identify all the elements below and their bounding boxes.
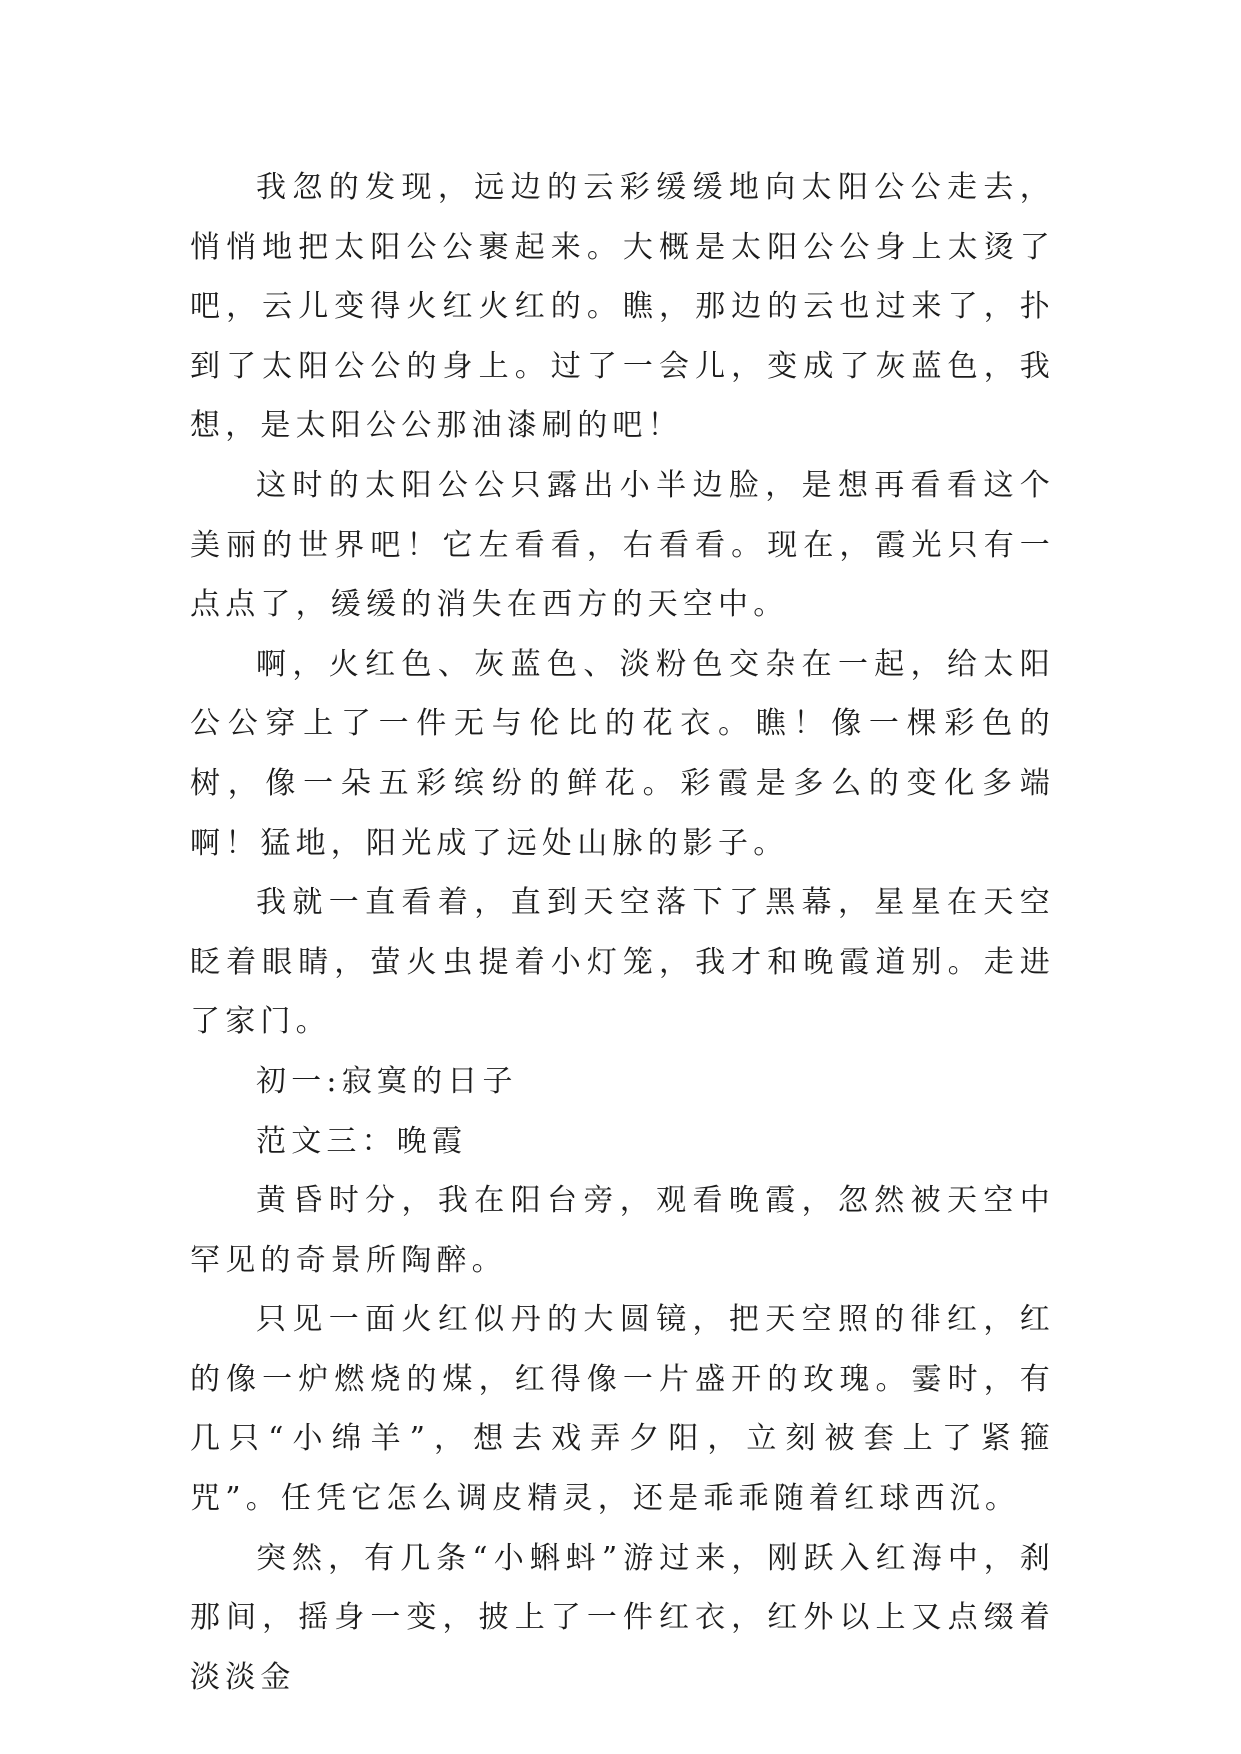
paragraph-dusk-balcony: 黄昏时分，我在阳台旁，观看晚霞，忽然被天空中罕见的奇景所陶醉。: [190, 1183, 1055, 1278]
paragraph-colorful-clothes: 啊，火红色、灰蓝色、淡粉色交杂在一起，给太阳公公穿上了一件无与伦比的花衣。瞧！像一棵彩色的树，像一朵五彩缤纷的鲜花。彩霞是多么的变化多端啊！猛地，阳光成了远处山脉的影子。: [190, 646, 1055, 861]
section-title-sample-three: 范文三：晚霞: [256, 1123, 468, 1159]
paragraph-sunset-clouds: 我忽的发现，远边的云彩缓缓地向太阳公公走去，悄悄地把太阳公公裹起来。大概是太阳公公身上太烫了吧，云儿变得火红火红的。瞧，那边的云也过来了，扑到了太阳公公的身上。过了一会儿，变成了灰蓝色，我想，是太阳公公那油漆刷的吧！: [190, 170, 1055, 444]
paragraph-half-face: 这时的太阳公公只露出小半边脸，是想再看看这个美丽的世界吧！它左看看，右看看。现在，霞光只有一点点了，缓缓的消失在西方的天空中。: [190, 467, 1055, 623]
paragraph-farewell: 我就一直看着，直到天空落下了黑幕，星星在天空眨着眼睛，萤火虫提着小灯笼，我才和晚霞道别。走进了家门。: [190, 885, 1055, 1040]
section-label-lonely-days: 初一:寂寞的日子: [256, 1063, 518, 1099]
paragraph-red-mirror: 只见一面火红似丹的大圆镜，把天空照的徘红，红的像一炉燃烧的煤，红得像一片盛开的玫瑰。霎时，有几只“小绵羊”，想去戏弄夕阳，立刻被套上了紧箍咒”。任凭它怎么调皮精灵，还是乖乖随着红球西沉。: [190, 1302, 1055, 1517]
document-body: [190, 158, 1055, 1707]
paragraph-tadpoles: 突然，有几条“小蝌蚪”游过来，刚跃入红海中，刹那间，摇身一变，披上了一件红衣，红外以上又点缀着淡淡金: [190, 1540, 1055, 1695]
